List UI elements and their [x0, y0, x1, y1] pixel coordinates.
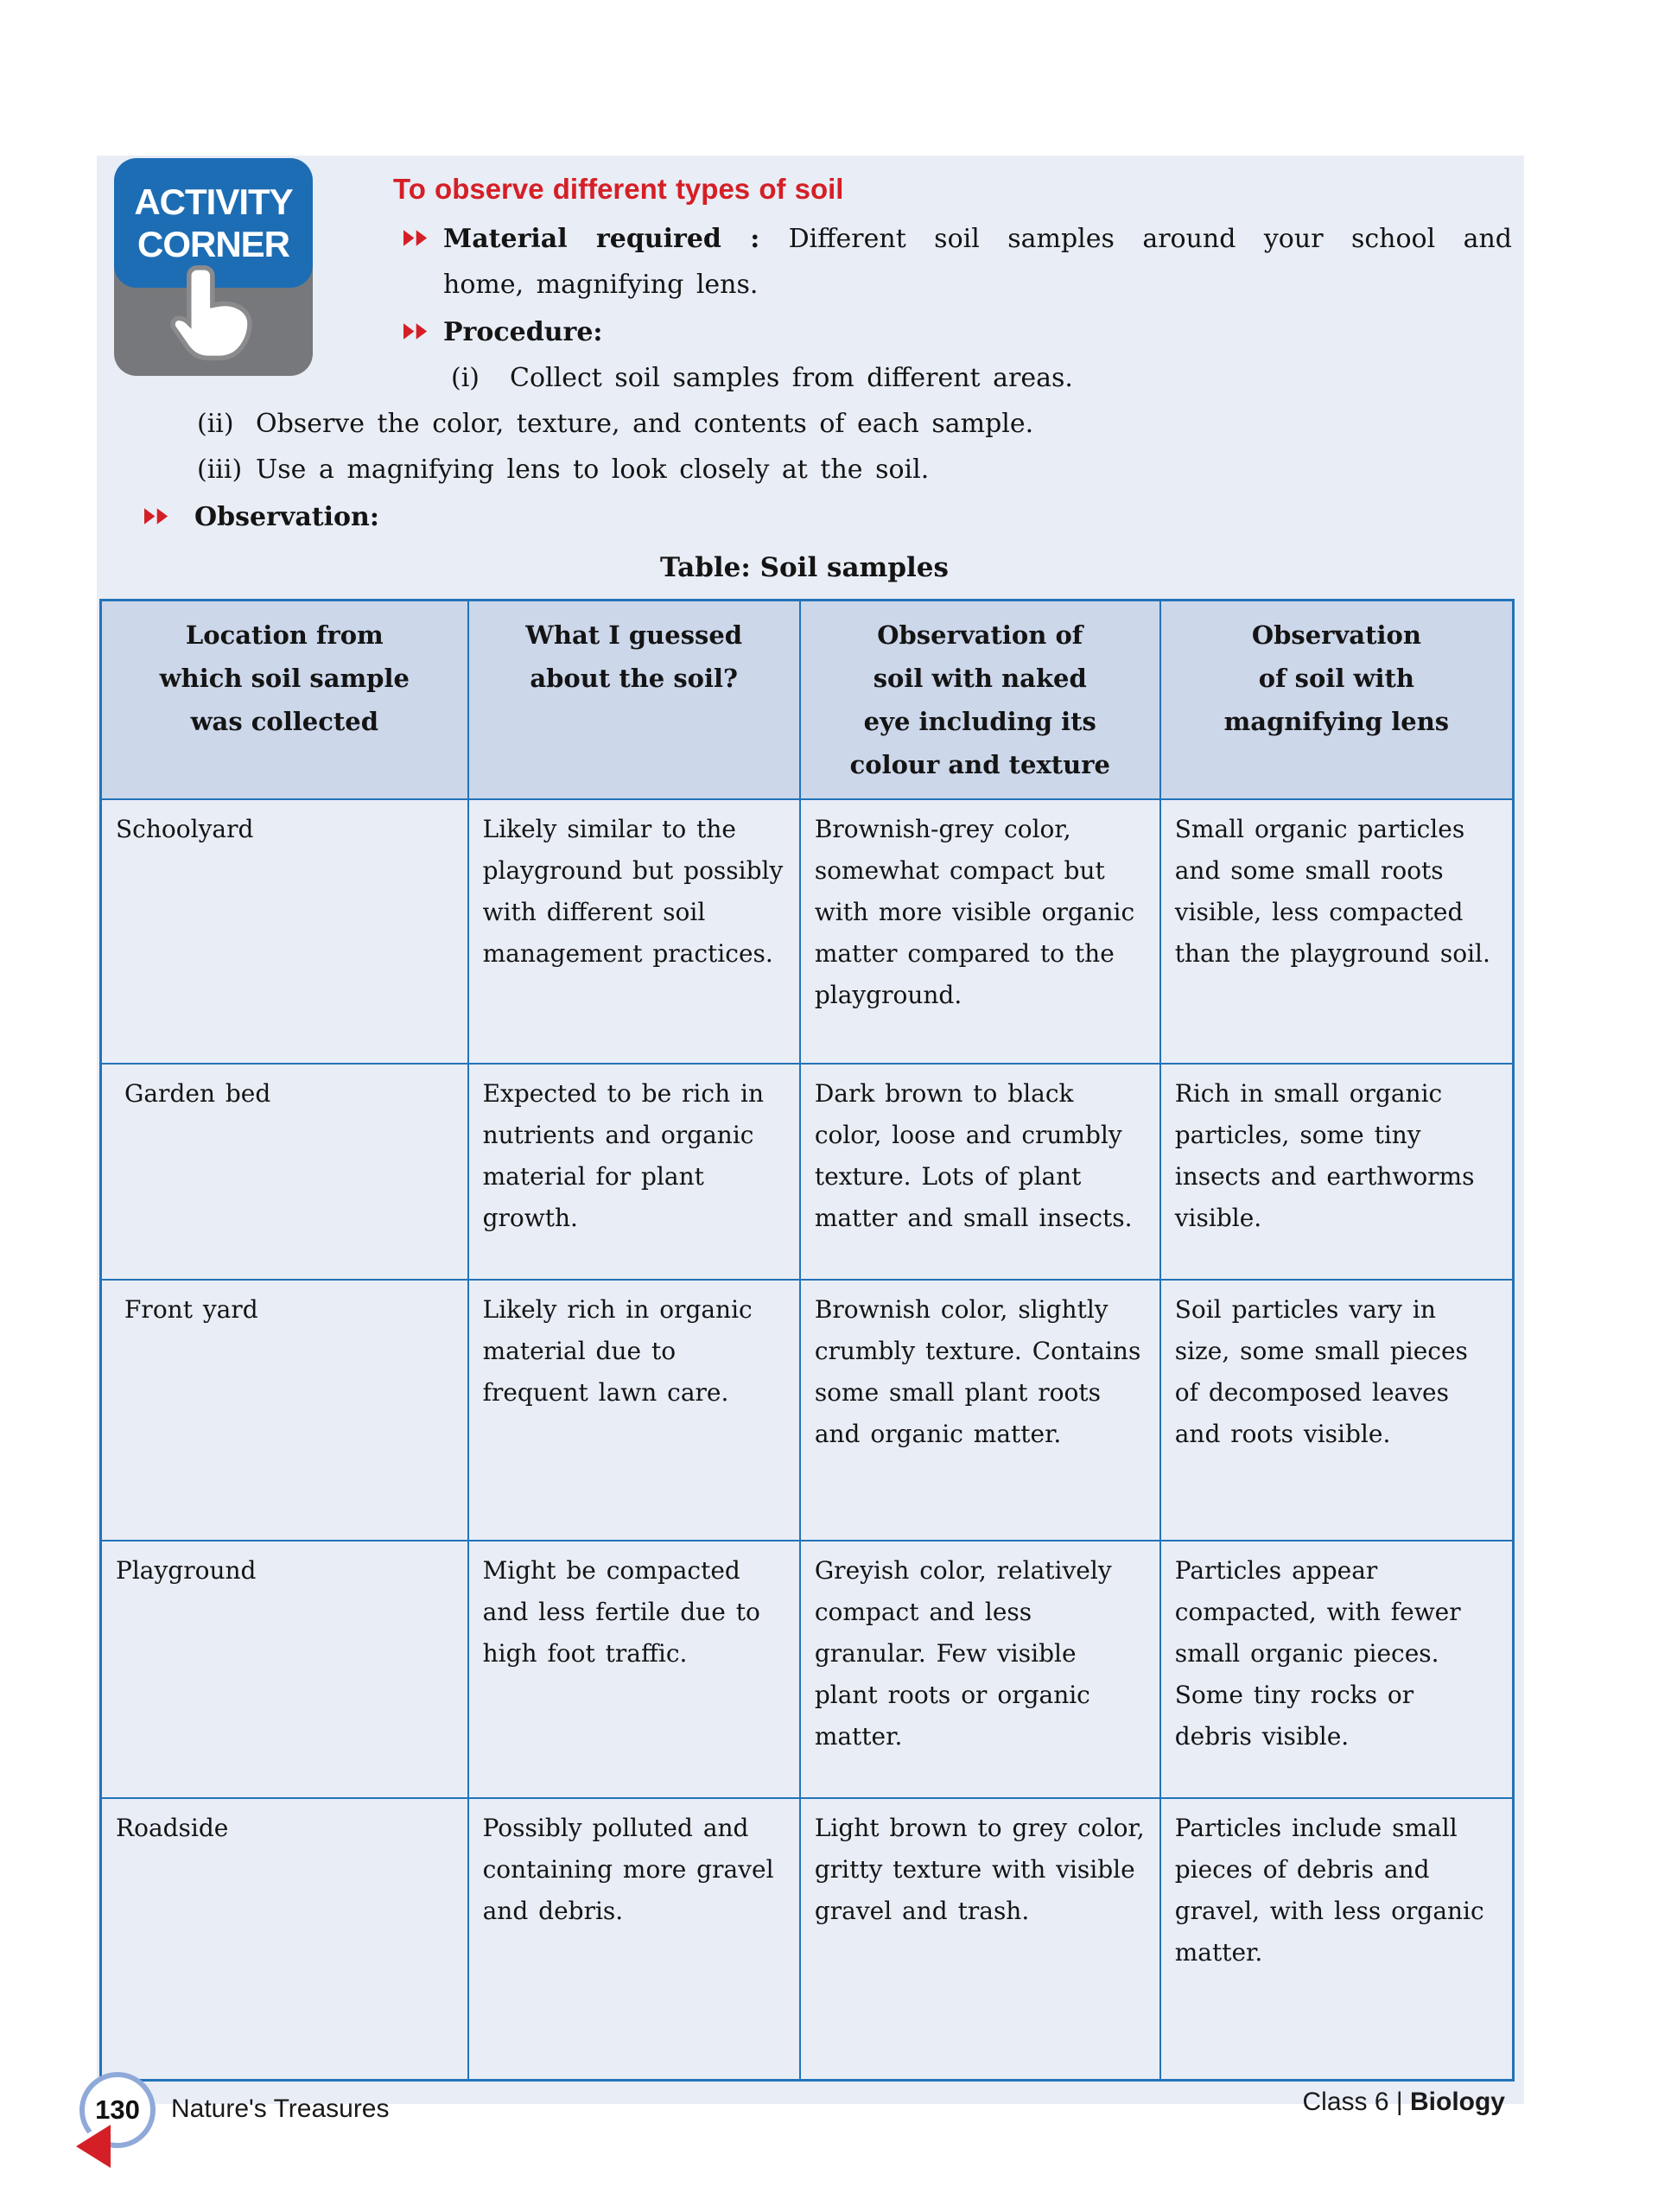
- material-item: [403, 216, 1512, 308]
- soil-samples-table: [99, 599, 1515, 2082]
- observation-item: [144, 494, 1512, 540]
- step-text: Observe the color, texture, and contents of each sample.: [256, 409, 1034, 439]
- book-title: Nature's Treasures: [171, 2094, 390, 2123]
- activity-corner-badge: [114, 158, 313, 376]
- cell-location: Playground: [101, 1541, 468, 1798]
- footer-class-label: [1303, 2088, 1506, 2117]
- material-text: Different soil samples around your school and: [788, 224, 1512, 254]
- page-number: 130: [95, 2094, 140, 2125]
- header-location: Location from which soil sample was collected: [101, 601, 468, 800]
- procedure-step-3: [197, 447, 1512, 493]
- header-magnifying-lens: Observation of soil with magnifying lens: [1160, 601, 1514, 800]
- cell-magnifying: Soil particles vary in size, some small pieces of decomposed leaves and roots visible.: [1160, 1280, 1514, 1541]
- hand-cursor-icon: [164, 253, 259, 376]
- badge-text-activity: ACTIVITY: [134, 181, 293, 222]
- table-row: [101, 1541, 1514, 1798]
- material-label: Material required :: [443, 224, 789, 254]
- cell-location: Garden bed: [101, 1064, 468, 1280]
- cell-location: Schoolyard: [101, 799, 468, 1064]
- step-number: (iii): [197, 454, 243, 485]
- footer-subject: Biology: [1410, 2088, 1505, 2116]
- back-triangle-icon: [76, 2125, 111, 2168]
- procedure-step-1: [451, 355, 1512, 401]
- double-chevron-icon: [403, 229, 430, 247]
- cell-guess: Might be compacted and less fertile due to high foot traffic.: [468, 1541, 800, 1798]
- observation-label: Observation:: [194, 502, 379, 532]
- activity-panel: [97, 156, 1524, 2104]
- procedure-item: [403, 309, 1512, 355]
- cell-naked-eye: Greyish color, relatively compact and less granular. Few visible plant roots or organic matter.: [800, 1541, 1160, 1798]
- badge-text-corner: CORNER: [137, 224, 289, 264]
- footer-class-prefix: Class 6 |: [1302, 2088, 1410, 2116]
- step-number: (ii): [197, 409, 234, 439]
- step-number: (i): [451, 363, 480, 393]
- procedure-label: Procedure:: [443, 317, 603, 347]
- material-line-1: [443, 216, 1512, 262]
- header-guess: What I guessed about the soil?: [468, 601, 800, 800]
- double-chevron-icon: [144, 507, 171, 525]
- step-text: Use a magnifying lens to look closely at the soil.: [256, 454, 930, 485]
- table-row: [101, 1280, 1514, 1541]
- double-chevron-icon: [403, 322, 430, 340]
- cell-magnifying: Rich in small organic particles, some tiny insects and earthworms visible.: [1160, 1064, 1514, 1280]
- cell-naked-eye: Brownish color, slightly crumbly texture. Contains some small plant roots and organic matter.: [800, 1280, 1160, 1541]
- cell-guess: Likely rich in organic material due to frequent lawn care.: [468, 1280, 800, 1541]
- cell-naked-eye: Light brown to grey color, gritty texture with visible gravel and trash.: [800, 1798, 1160, 2080]
- procedure-step-2: [197, 401, 1512, 447]
- step-text: Collect soil samples from different areas.: [510, 363, 1073, 393]
- cell-guess: Expected to be rich in nutrients and organic material for plant growth.: [468, 1064, 800, 1280]
- table-header-row: [101, 601, 1514, 800]
- material-line-2: home, magnifying lens.: [443, 270, 759, 300]
- cell-location: Roadside: [101, 1798, 468, 2080]
- table-row: [101, 1798, 1514, 2080]
- cell-guess: Likely similar to the playground but possibly with different soil management practices.: [468, 799, 800, 1064]
- table-row: [101, 799, 1514, 1064]
- cell-naked-eye: Brownish-grey color, somewhat compact but with more visible organic matter compared to the playground.: [800, 799, 1160, 1064]
- cell-magnifying: Small organic particles and some small roots visible, less compacted than the playground soil.: [1160, 799, 1514, 1064]
- activity-title: To observe different types of soil: [393, 173, 844, 205]
- cell-naked-eye: Dark brown to black color, loose and crumbly texture. Lots of plant matter and small insects.: [800, 1064, 1160, 1280]
- table-title: Table: Soil samples: [660, 552, 949, 583]
- cell-magnifying: Particles include small pieces of debris and gravel, with less organic matter.: [1160, 1798, 1514, 2080]
- table-row: [101, 1064, 1514, 1280]
- header-naked-eye: Observation of soil with naked eye including its colour and texture: [800, 601, 1160, 800]
- cell-location: Front yard: [101, 1280, 468, 1541]
- cell-guess: Possibly polluted and containing more gravel and debris.: [468, 1798, 800, 2080]
- cell-magnifying: Particles appear compacted, with fewer small organic pieces. Some tiny rocks or debris visible.: [1160, 1541, 1514, 1798]
